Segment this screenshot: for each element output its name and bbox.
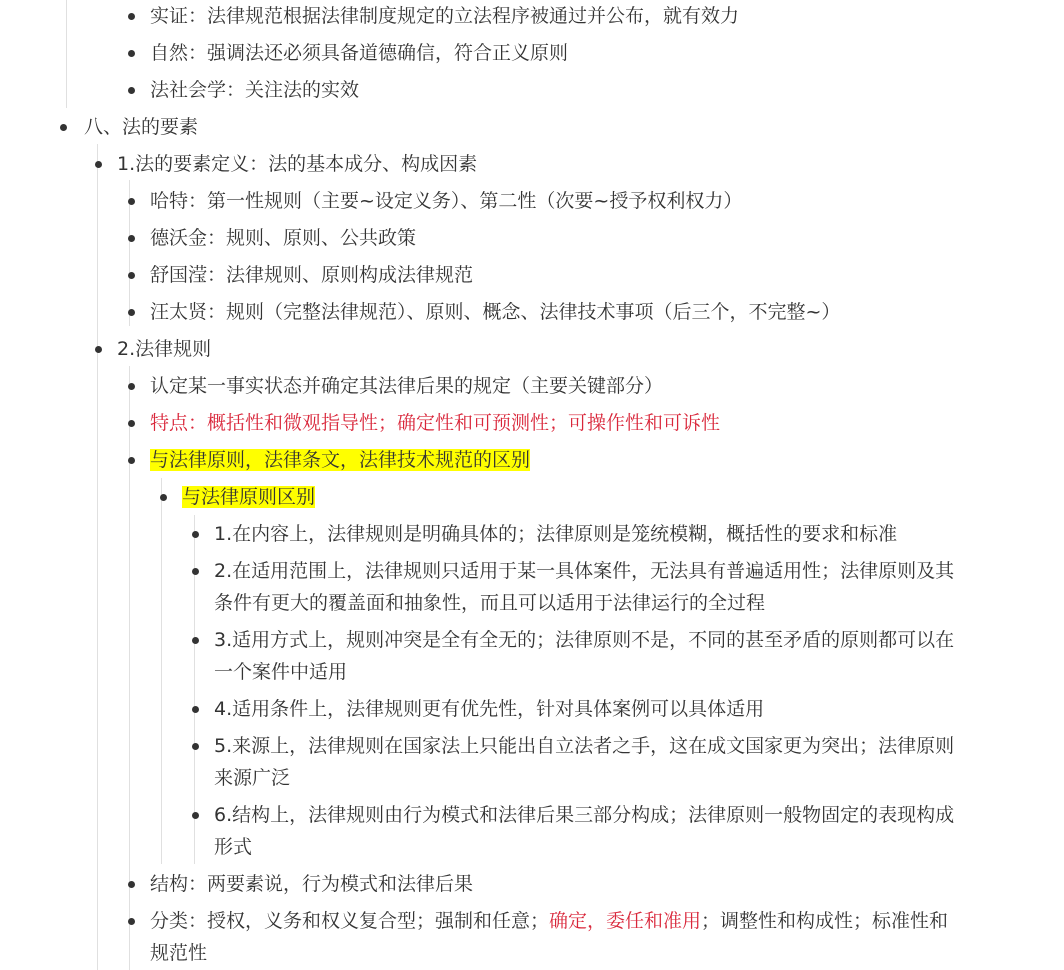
indent-guide — [161, 478, 162, 864]
list-item-text: 2.在适用范围上，法律规则只适用于某一具体案件，无法具有普遍适用性；法律原则及其 — [214, 560, 955, 582]
list-item-heading — [84, 111, 198, 143]
list-item-text: 特点：概括性和微观指导性；确定性和可预测性；可操作性和可诉性 — [150, 412, 721, 434]
bullet-dot — [128, 918, 135, 925]
list-item-text: 6.结构上，法律规则由行为模式和法律后果三部分构成；法律原则一般物固定的表现构成 — [214, 804, 955, 826]
list-item-text: 一个案件中适用 — [214, 661, 348, 683]
bullet-dot — [192, 706, 199, 713]
list-item-text: 3.适用方式上，规则冲突是全有全无的；法律原则不是，不同的甚至矛盾的原则都可以在 — [214, 629, 955, 651]
bullet-dot — [128, 50, 135, 57]
bullet-dot — [192, 743, 199, 750]
highlighted-text: 与法律原则区别 — [182, 486, 316, 508]
list-item — [214, 799, 954, 831]
bullet-dot — [128, 272, 135, 279]
bullet-dot — [192, 568, 199, 575]
bullet-dot — [95, 346, 102, 353]
list-item-text: 分类：授权，义务和权义复合型；强制和任意； — [150, 910, 550, 932]
list-item — [150, 259, 473, 291]
list-item — [117, 148, 477, 180]
indent-guide — [66, 0, 67, 108]
bullet-dot — [128, 235, 135, 242]
list-item-text: ；调整性和构成性；标准性和 — [701, 910, 949, 932]
list-item — [150, 37, 568, 69]
bullet-dot — [128, 420, 135, 427]
list-item — [214, 693, 764, 725]
list-item-highlighted — [182, 481, 315, 513]
list-item — [150, 370, 663, 402]
list-item — [150, 0, 739, 32]
list-item-text: 八、法的要素 — [84, 116, 199, 138]
list-item — [150, 296, 840, 328]
list-item — [214, 730, 954, 762]
list-item — [150, 74, 359, 106]
list-item — [214, 624, 954, 656]
list-item-text: 实证：法律规范根据法律制度规定的立法程序被通过并公布，就有效力 — [150, 5, 740, 27]
list-item — [214, 555, 954, 587]
list-item-text: 来源广泛 — [214, 767, 291, 789]
bullet-dot — [128, 309, 135, 316]
list-item — [150, 868, 473, 900]
list-item-text: 汪太贤：规则（完整法律规范）、原则、概念、法律技术事项（后三个，不完整~） — [150, 301, 841, 323]
bullet-dot — [128, 881, 135, 888]
list-item-text: 1.法的要素定义：法的基本成分、构成因素 — [117, 153, 478, 175]
bullet-dot — [128, 87, 135, 94]
bullet-dot — [60, 124, 67, 131]
list-item-highlighted — [150, 444, 530, 476]
list-item-text: 2.法律规则 — [117, 338, 212, 360]
list-item-text: 德沃金：规则、原则、公共政策 — [150, 227, 417, 249]
bullet-dot — [192, 637, 199, 644]
list-item — [214, 518, 897, 550]
list-item-text: 形式 — [214, 836, 253, 858]
list-item-emphasis — [150, 407, 720, 439]
list-item-continuation — [214, 762, 290, 794]
bullet-dot — [128, 383, 135, 390]
list-item — [150, 185, 742, 217]
list-item-continuation — [214, 831, 252, 863]
bullet-dot — [95, 161, 102, 168]
list-item-text: 条件有更大的覆盖面和抽象性，而且可以适用于法律运行的全过程 — [214, 592, 766, 614]
list-item — [150, 222, 416, 254]
list-item-continuation — [150, 937, 207, 969]
list-item — [117, 333, 211, 365]
list-item-continuation — [214, 587, 765, 619]
list-item — [150, 905, 948, 937]
emphasis-text: 确定，委任和准用 — [549, 910, 702, 932]
list-item-text: 自然：强调法还必须具备道德确信，符合正义原则 — [150, 42, 569, 64]
list-item-text: 1.在内容上，法律规则是明确具体的；法律原则是笼统模糊，概括性的要求和标准 — [214, 523, 898, 545]
indent-guide — [97, 144, 98, 970]
highlighted-text: 与法律原则，法律条文，法律技术规范的区别 — [150, 449, 531, 471]
list-item-text: 哈特：第一性规则（主要~设定义务）、第二性（次要~授予权利权力） — [150, 190, 743, 212]
bullet-dot — [128, 13, 135, 20]
list-item-continuation — [214, 656, 347, 688]
list-item-text: 法社会学：关注法的实效 — [150, 79, 360, 101]
bullet-dot — [128, 198, 135, 205]
list-item-text: 4.适用条件上，法律规则更有优先性，针对具体案例可以具体适用 — [214, 698, 765, 720]
bullet-dot — [192, 531, 199, 538]
bullet-dot — [192, 812, 199, 819]
list-item-text: 舒国滢：法律规则、原则构成法律规范 — [150, 264, 474, 286]
list-item-text: 规范性 — [150, 942, 208, 964]
bullet-dot — [128, 457, 135, 464]
list-item-text: 5.来源上，法律规则在国家法上只能出自立法者之手，这在成文国家更为突出；法律原则 — [214, 735, 955, 757]
list-item-text: 结构：两要素说，行为模式和法律后果 — [150, 873, 474, 895]
list-item-text: 认定某一事实状态并确定其法律后果的规定（主要关键部分） — [150, 375, 664, 397]
bullet-dot — [160, 494, 167, 501]
